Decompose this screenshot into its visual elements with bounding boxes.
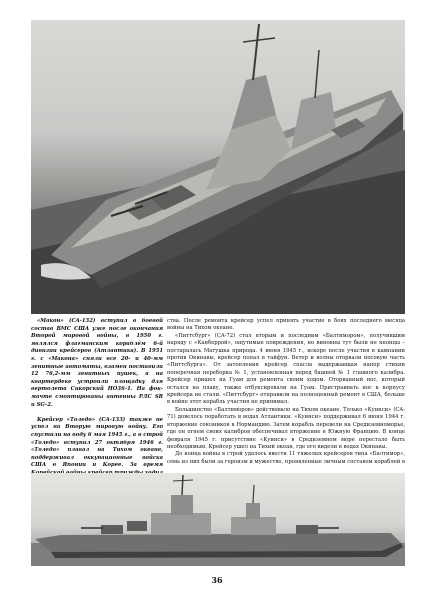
page-number: 36 <box>211 575 223 585</box>
cruiser-photo-bottom <box>31 473 405 566</box>
caption-toledo: Крейсер «Толедо» (CA-133) также не успел на Вторую мировую войну. Его спустили на воду 6 мая 1945 г., а в строй «Толедо» вступил 27 октября 1946 г. «Толедо» плавал на Тихом океане, поддерживал оккупационные войска США в Японии и Корее. За время <box>31 416 163 469</box>
body-paragraph: ства. После ремонта крейсер успел принять участие в боях последнего месяца войны на Тихом океане. <box>167 318 405 332</box>
cruiser-macon-illustration <box>31 20 405 314</box>
body-paragraph: Большинство «Балтиморов» действовало на Тихом океане. Только «Куинси» (CA-71) довелось поработать в водах Атлантики. «Куинси» поддерживал 6 июня 1944 г. вторжение союзников в Нормандию. Затем корабль перевели на Средиземноморье, где он огнем своих калибров обеспечивал вторжение в Южную Францию. В конце февраля 1945 г. присутствие «Куинси» в Средиземном море перестало быть необходимым. Крейсер ушел на Тихий океан, где его видели в водах Окинавы. <box>167 406 405 450</box>
cruiser-photo-top <box>31 20 405 314</box>
article-body <box>167 318 405 466</box>
body-paragraph: До конца войны в строй удалось ввести 11 тяжелых крейсеров типа «Балтимор», семь из них были за героизм и мужество, проявленные личным составом кораблей в <box>167 451 405 465</box>
caption-macon: «Макон» (CA-132) вступил в боевой состав ВМС США уже после окончания Второй мировой войны, в 1950 г. являлся флагманским кораблём 6-й дивизии крейсеров (Атлантика). В 1951 г. с «Макона» сняли все 20- и 40-мм зенитные автоматы, взамен поставили 12 76,2-мм зенитных пушек, а на квартердеке устроили площадку для вертолета Сикорский HO3S-1. На фок-мачте смонтированы антенны РЛС SR и SG-2. <box>31 318 163 408</box>
cruiser-toledo-illustration <box>31 473 405 566</box>
body-paragraph: «Питтсбург» (CA-72) стал вторым и последним «Балтимором», получившим наряду с «Канберрой», ощутимые повреждения, но виновны тут были не японцы – постаралась Матушка природа. 4 июня 1945 г., вскоре после участия в кампании против Окинавы, крейсер попал в тайфун. Ветер и волны оторвали носовую часть «Питтсбурга». От затопления крейсер спасла выдержавшая напор стихии поперечная переборка № 1, установленная перед башней № 1 главного калибра. Крейсер пришел на Гуам для ремонта своим ходом. Оторванный нос, который остался на плаву, также отбуксировали на Гуам. Пристраивать нос к корпусу крейсера не стали. «Питтсбург» отправили на полноценный ремонт в США, больше в войне этот корабль участия не принимал. <box>167 332 405 406</box>
